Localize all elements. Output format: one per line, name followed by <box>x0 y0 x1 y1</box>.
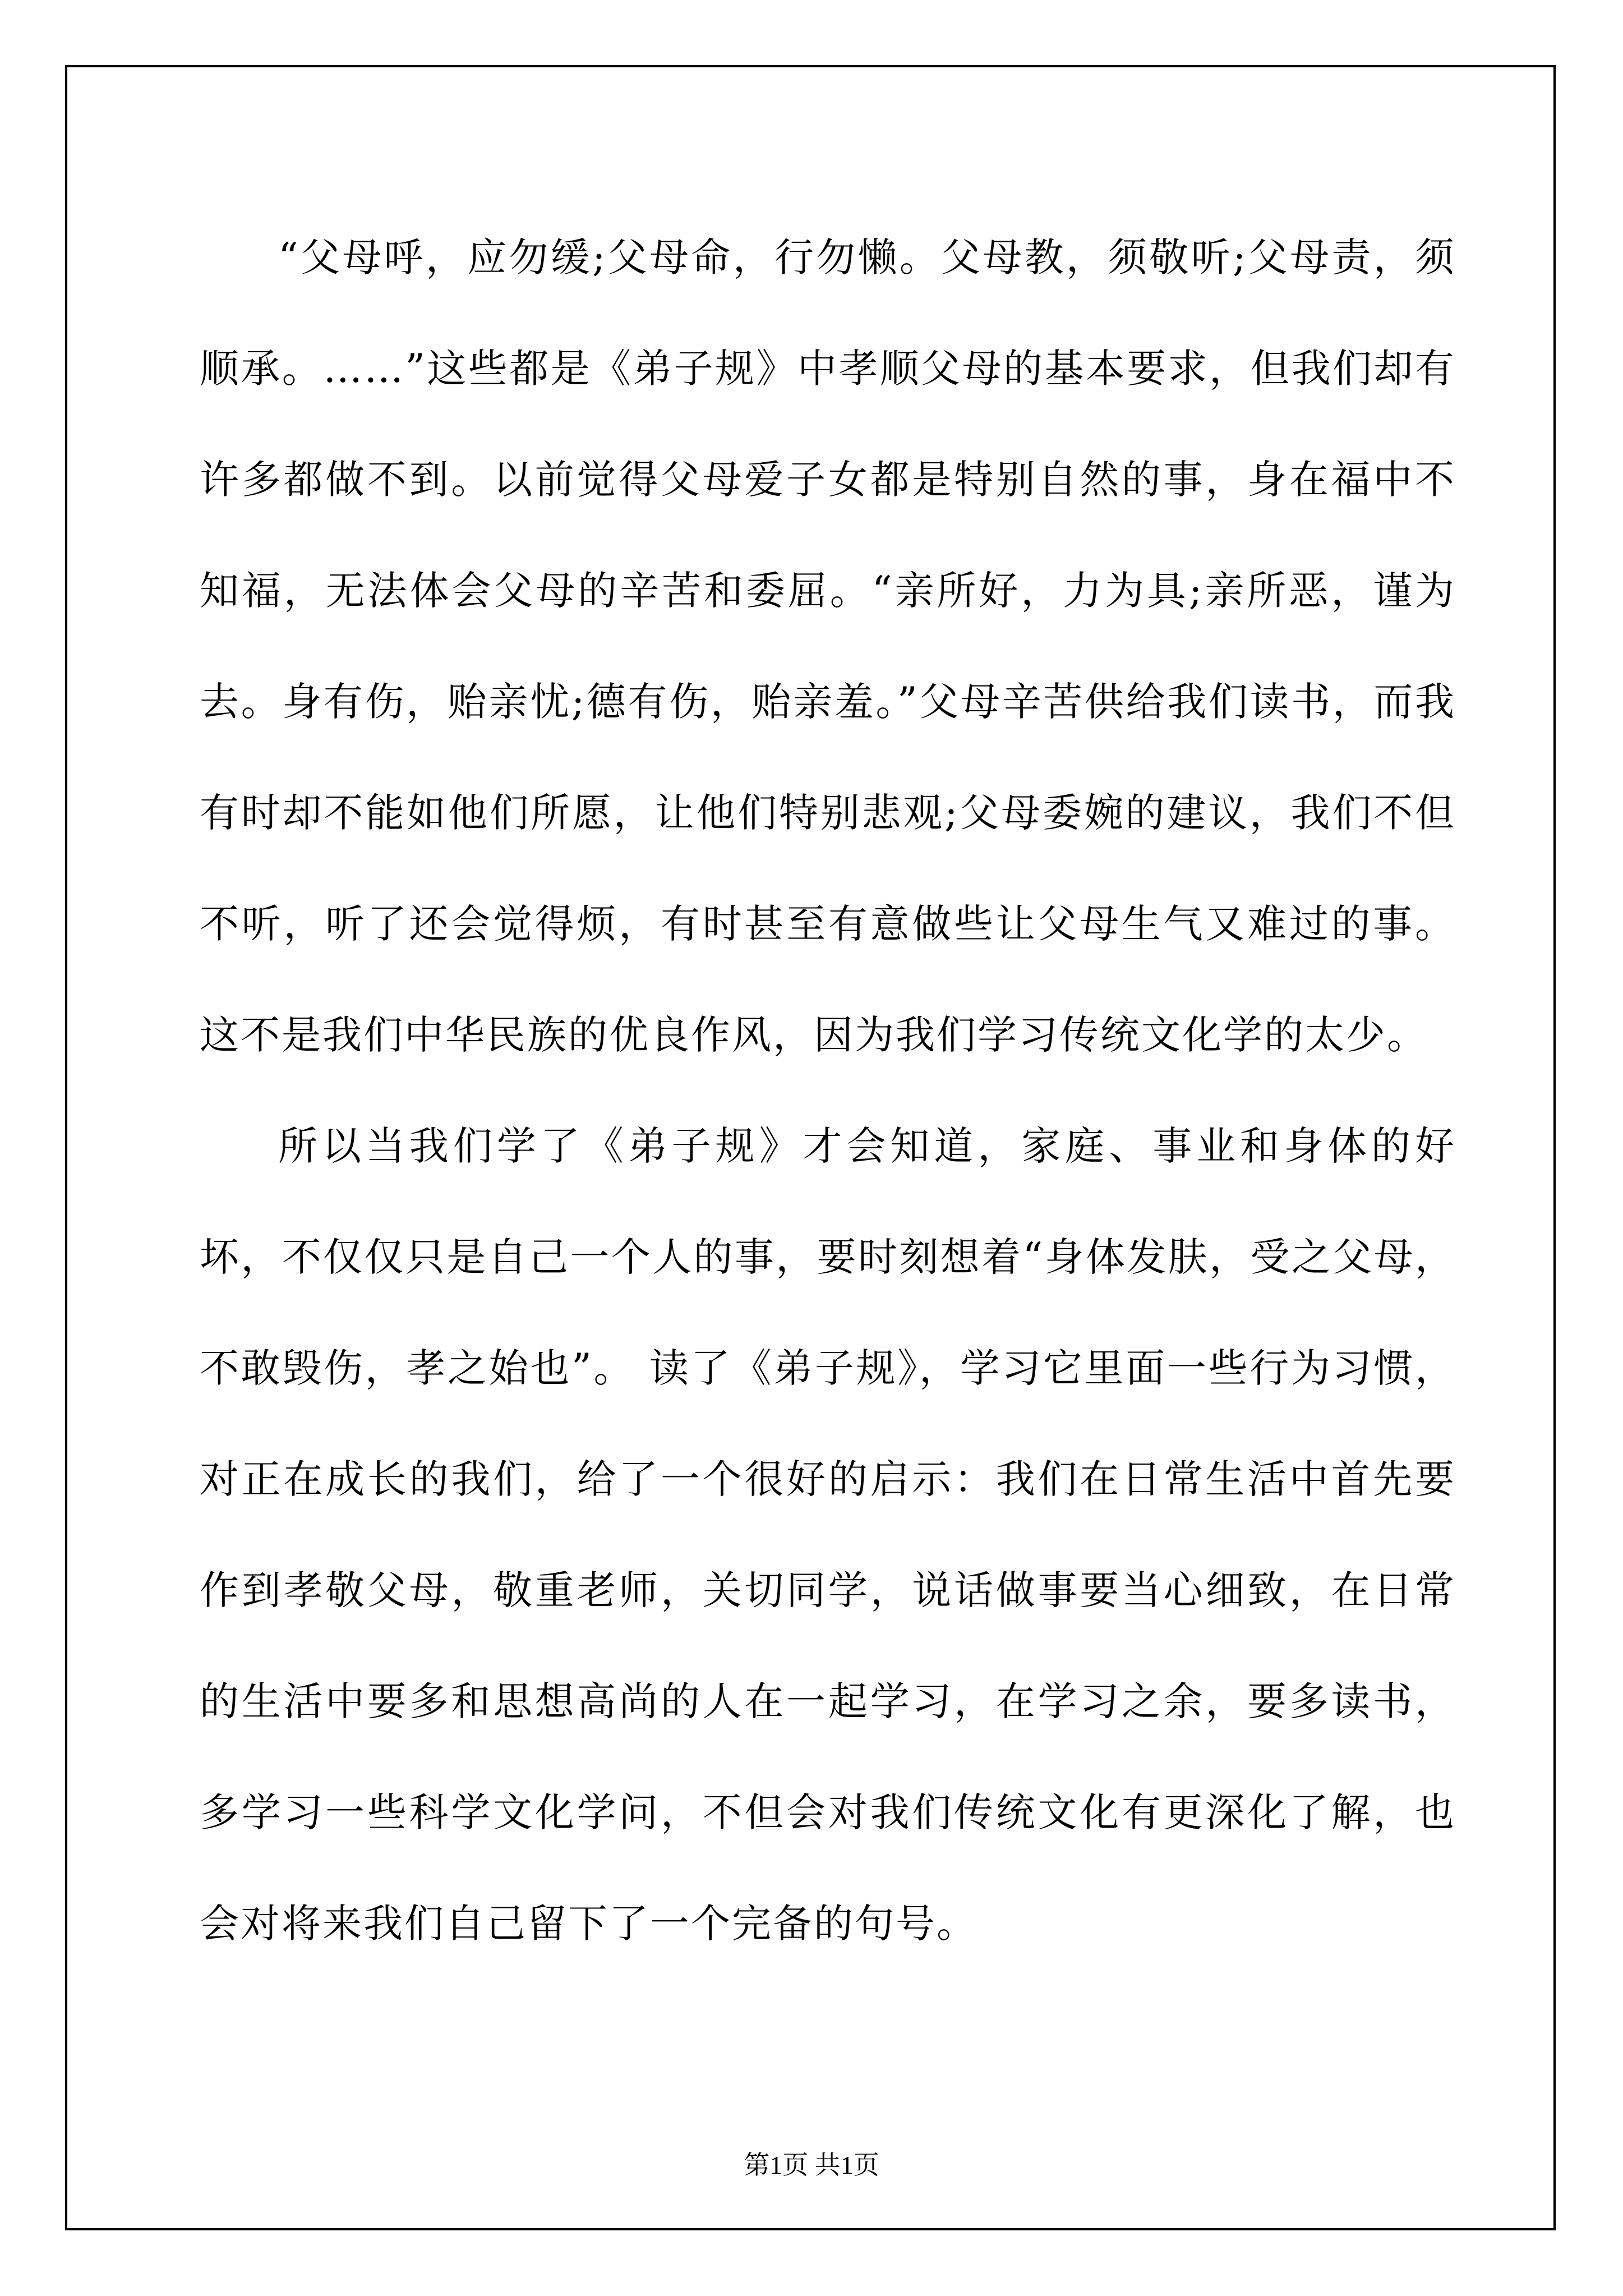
paragraph-2: 所以当我们学了《弟子规》才会知道，家庭、事业和身体的好坏，不仅仅只是自己一个人的事，要时刻想着“身体发肤，受之父母，不敢毁伤，孝之始也”。 读了《弟子规》，学习它里面一些行为习惯，对正在成长的我们，给了一个很好的启示：我们在日常生活中首先要作到孝敬父母，敬重老师，关切同学，说话做事要当心细致，在日常的生活中要多和思想高尚的人在一起学习，在学习之余，要多读书，多学习一些科学文化学问，不但会对我们传统文化有更深化了解，也会对将来我们自己留下了一个完备的句号。 <box>200 1123 1456 1947</box>
paragraph-1: “父母呼，应勿缓;父母命，行勿懒。父母教，须敬听;父母责，须顺承。……”这些都是《弟子规》中孝顺父母的基本要求，但我们却有许多都做不到。以前觉得父母爱子女都是特别自然的事，身在福中不知福，无法体会父母的辛苦和委屈。“亲所好，力为具;亲所恶，谨为去。身有伤，贻亲忧;德有伤，贻亲羞。”父母辛苦供给我们读书，而我有时却不能如他们所愿，让他们特别悲观;父母委婉的建议，我们不但不听，听了还会觉得烦，有时甚至有意做些让父母生气又难过的事。这不是我们中华民族的优良作风，因为我们学习传统文化学的太少。 <box>200 234 1456 1058</box>
page-number-footer: 第1页 共1页 <box>744 2151 879 2179</box>
document-body <box>200 202 1456 1979</box>
